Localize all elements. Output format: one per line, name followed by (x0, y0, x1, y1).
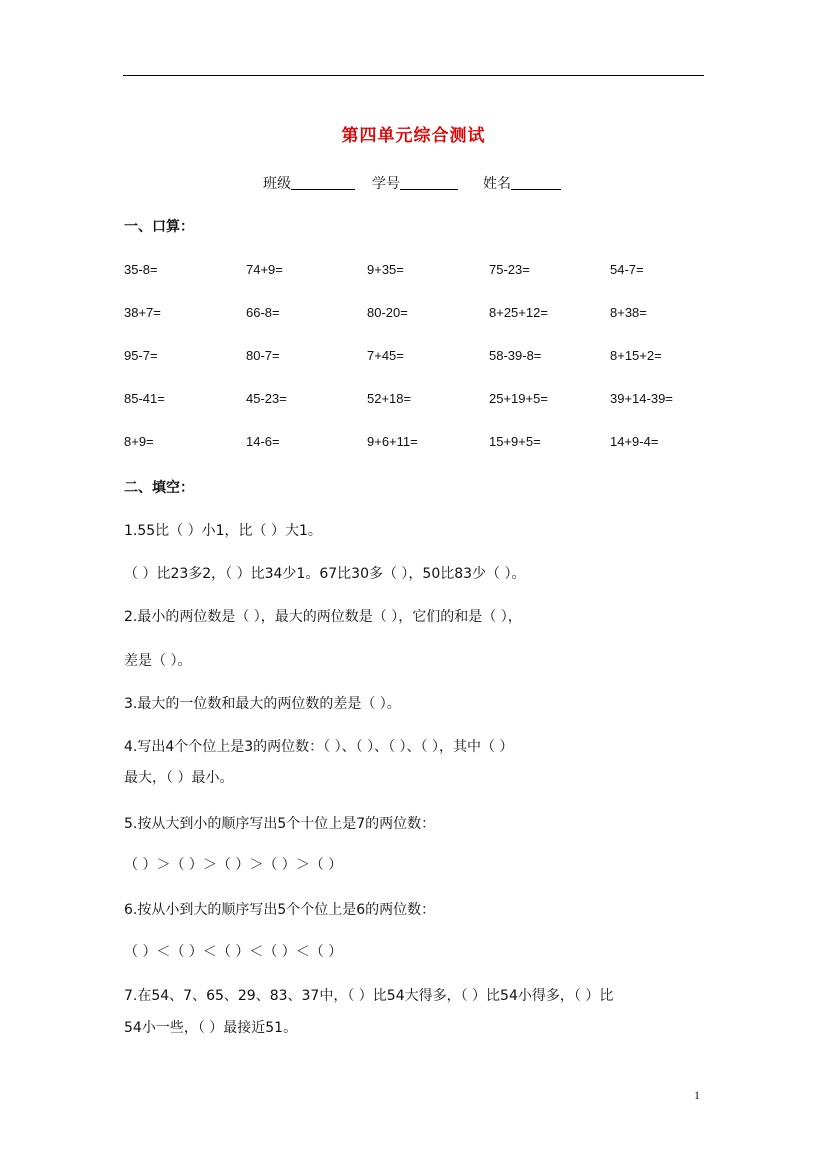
calc-item: 8+9= (124, 434, 154, 449)
id-blank (400, 175, 458, 190)
id-field (372, 173, 458, 193)
section-fill-heading: 二、填空： (124, 480, 194, 496)
question-line: 1.55比（ ）小1，比（ ）大1。 (124, 523, 322, 539)
question-line: 最大，（ ）最小。 (124, 770, 234, 786)
calc-item: 85-41= (124, 391, 165, 406)
question-line: （ ）比23多2，（ ）比34少1。67比30多（ ），50比83少（ ）。 (124, 566, 526, 582)
calc-item: 8+38= (610, 305, 647, 320)
question-line: 6.按从小到大的顺序写出5个个位上是6的两位数： (124, 902, 436, 918)
calc-item: 54-7= (610, 262, 644, 277)
calc-item: 38+7= (124, 305, 161, 320)
calc-item: 66-8= (246, 305, 280, 320)
calc-item: 45-23= (246, 391, 287, 406)
question-line: 4.写出4个个位上是3的两位数：（ ）、（ ）、（ ）、（ ），其中（ ） (124, 739, 514, 755)
calc-item: 8+25+12= (489, 305, 548, 320)
calc-item: 25+19+5= (489, 391, 548, 406)
page-title: 第四单元综合测试 (341, 126, 486, 146)
id-label: 学号 (372, 176, 400, 192)
calc-item: 74+9= (246, 262, 283, 277)
page-number: 1 (694, 1088, 700, 1102)
question-line: （ ）＜（ ）＜（ ）＜（ ）＜（ ） (124, 944, 343, 960)
class-field (263, 173, 355, 193)
calc-item: 9+6+11= (367, 434, 418, 449)
calc-item: 35-8= (124, 262, 158, 277)
calc-item: 8+15+2= (610, 348, 662, 363)
calc-item: 15+9+5= (489, 434, 541, 449)
calc-item: 75-23= (489, 262, 530, 277)
question-line: 7.在54、7、65、29、83、37中，（ ）比54大得多，（ ）比54小得多，（ ）比 (124, 988, 614, 1004)
name-field (483, 173, 561, 193)
name-label: 姓名 (483, 176, 511, 192)
calc-item: 14+9-4= (610, 434, 659, 449)
question-line: 3.最大的一位数和最大的两位数的差是（ ）。 (124, 696, 401, 712)
section-oral-heading: 一、口算： (124, 219, 194, 235)
class-label: 班级 (263, 176, 291, 192)
calc-item: 52+18= (367, 391, 412, 406)
question-line: 差是（ ）。 (124, 653, 192, 669)
calc-item: 39+14-39= (610, 391, 673, 406)
question-line: 5.按从大到小的顺序写出5个十位上是7的两位数： (124, 816, 436, 832)
calc-item: 80-7= (246, 348, 280, 363)
class-blank (291, 175, 355, 190)
question-line: （ ）＞（ ）＞（ ）＞（ ）＞（ ） (124, 857, 343, 873)
calc-item: 9+35= (367, 262, 404, 277)
header-rule (123, 75, 704, 76)
name-blank (511, 175, 561, 190)
question-line: 54小一些，（ ）最接近51。 (124, 1020, 298, 1036)
calc-item: 14-6= (246, 434, 280, 449)
question-line: 2.最小的两位数是（ ），最大的两位数是（ ），它们的和是（ ）， (124, 609, 522, 625)
calc-item: 80-20= (367, 305, 408, 320)
calc-item: 95-7= (124, 348, 158, 363)
calc-item: 7+45= (367, 348, 404, 363)
calc-item: 58-39-8= (489, 348, 542, 363)
